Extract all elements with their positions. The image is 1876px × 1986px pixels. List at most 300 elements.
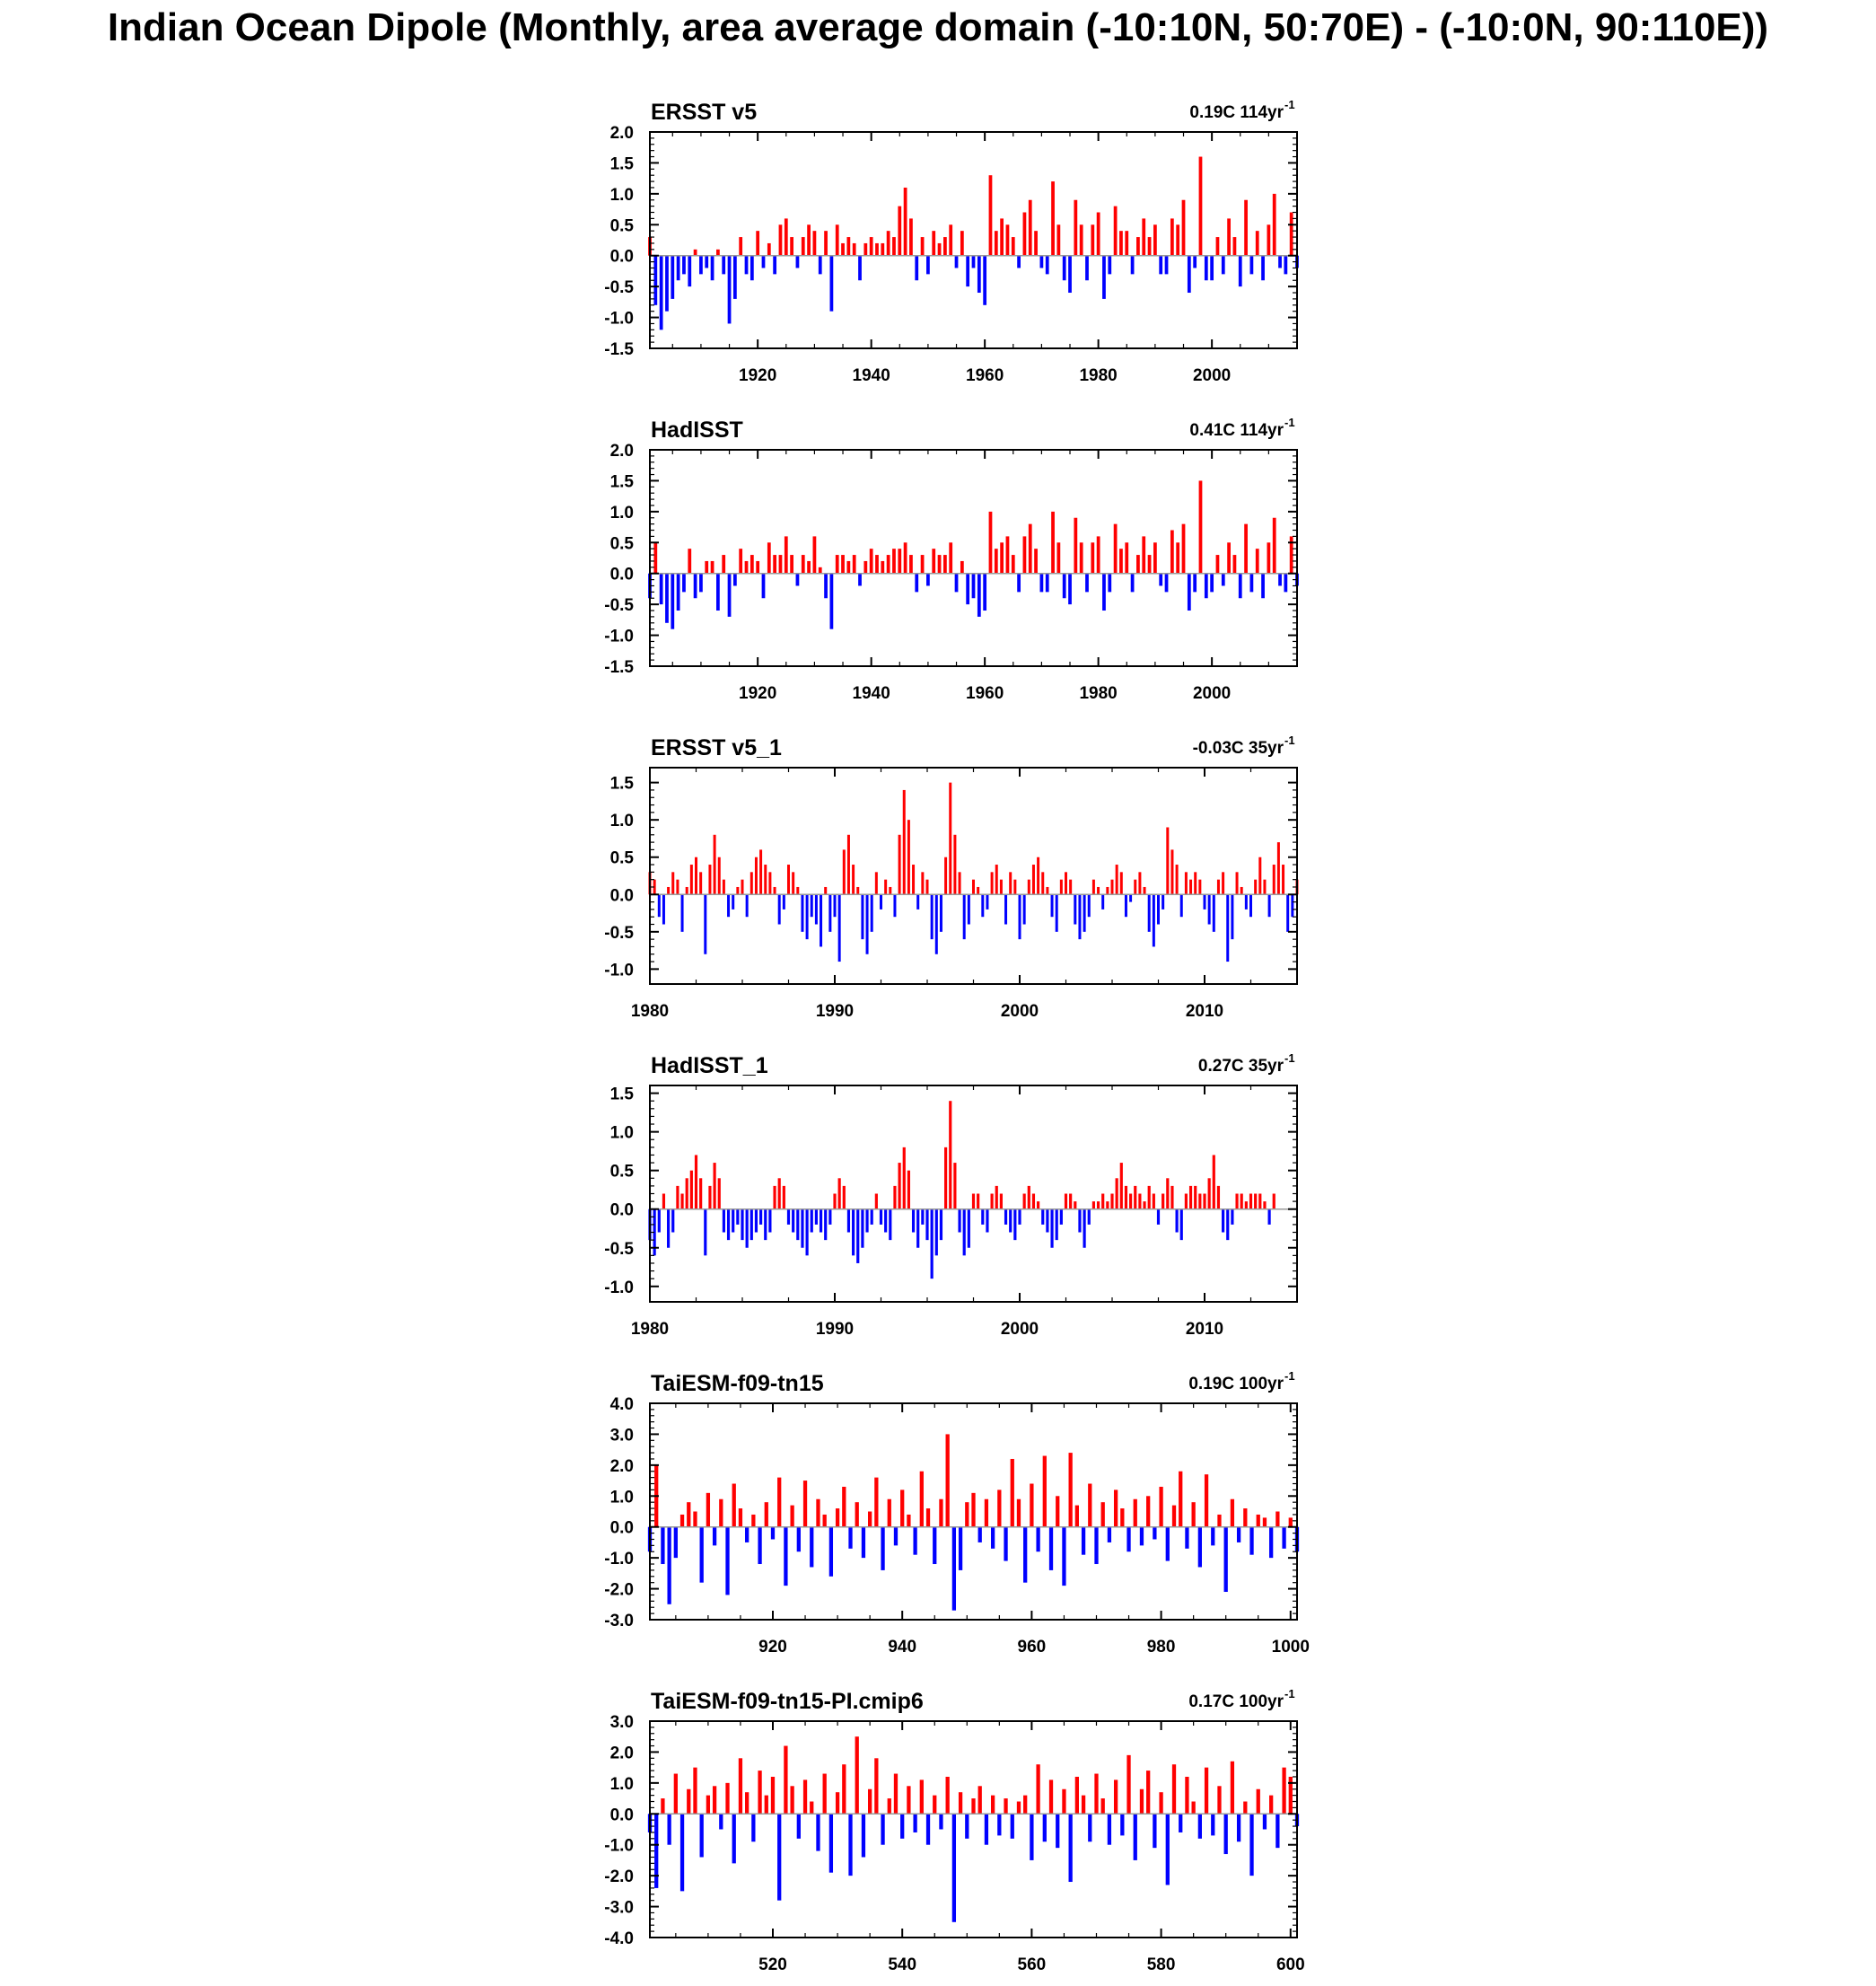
bar-positive — [1273, 194, 1276, 256]
bar-positive — [1222, 872, 1224, 894]
bar-positive — [713, 1786, 716, 1814]
bar-negative — [926, 574, 930, 586]
bar-positive — [870, 549, 873, 574]
y-tick-label: 0.0 — [609, 1200, 634, 1220]
bar-negative — [658, 894, 661, 917]
bar-negative — [838, 894, 841, 962]
bar-positive — [1153, 1194, 1155, 1209]
bar-positive — [1069, 880, 1072, 895]
y-tick-label: -0.5 — [604, 1239, 634, 1259]
bar-positive — [971, 1798, 975, 1814]
y-tick-label: -1.0 — [604, 961, 634, 980]
bar-negative — [861, 1209, 863, 1248]
bar-negative — [852, 1209, 855, 1256]
bar-positive — [855, 1502, 859, 1527]
bar-positive — [904, 542, 907, 573]
bar-positive — [1282, 865, 1284, 894]
bar-negative — [1180, 894, 1183, 917]
bar-negative — [935, 894, 938, 953]
bar-positive — [1217, 1186, 1220, 1209]
panel-annotation-exponent: -1 — [1284, 1687, 1295, 1700]
bar-negative — [933, 1527, 936, 1564]
bar-positive — [838, 1178, 841, 1208]
bar-positive — [1116, 1178, 1118, 1208]
bar-negative — [1159, 574, 1162, 586]
bar-negative — [1210, 256, 1214, 281]
bar-positive — [1143, 1201, 1145, 1209]
bar-positive — [1012, 555, 1015, 574]
bar-negative — [716, 574, 720, 611]
x-tick-label: 1940 — [852, 684, 890, 703]
bar-negative — [1102, 574, 1106, 611]
bar-positive — [1030, 1484, 1033, 1527]
bar-negative — [915, 256, 918, 281]
bar-positive — [907, 1786, 910, 1814]
bar-positive — [803, 1779, 807, 1814]
bar-positive — [719, 1499, 723, 1527]
bar-negative — [916, 894, 919, 910]
bar-negative — [1188, 256, 1191, 293]
bar-positive — [1235, 1194, 1238, 1209]
bar-negative — [674, 1527, 678, 1558]
bar-positive — [888, 1798, 891, 1814]
x-tick-label: 1920 — [739, 366, 777, 385]
bar-negative — [931, 1209, 934, 1279]
bar-negative — [725, 1527, 729, 1595]
bar-negative — [1249, 894, 1252, 917]
bar-positive — [1227, 542, 1231, 573]
bar-positive — [1056, 542, 1060, 573]
bar-negative — [1205, 256, 1208, 281]
bar-positive — [751, 1515, 755, 1527]
bar-negative — [1193, 256, 1197, 268]
bar-positive — [1101, 1798, 1105, 1814]
bar-positive — [1126, 1755, 1130, 1814]
x-tick-label: 1980 — [630, 1320, 670, 1339]
bar-positive — [889, 887, 891, 894]
main-title: Indian Ocean Dipole (Monthly, area average domain (-10:10N, 50:70E) - (-10:0N, 90:110E)) — [107, 5, 1769, 49]
bar-negative — [1269, 1527, 1273, 1558]
x-tick-label: 540 — [888, 1955, 917, 1974]
bar-positive — [1023, 1796, 1027, 1815]
bar-positive — [694, 250, 697, 256]
y-tick-label: 2.0 — [609, 1744, 634, 1763]
bar-positive — [680, 1194, 683, 1209]
bar-positive — [836, 224, 839, 255]
bar-positive — [1244, 200, 1248, 256]
bar-positive — [1051, 512, 1055, 574]
bar-positive — [807, 224, 811, 255]
bar-positive — [1009, 872, 1012, 894]
bar-positive — [1194, 872, 1197, 894]
bar-positive — [1258, 857, 1261, 895]
bar-positive — [1136, 237, 1140, 256]
bar-positive — [699, 1178, 702, 1208]
bar-negative — [830, 256, 834, 312]
bar-positive — [1146, 1771, 1150, 1814]
x-tick-label: 960 — [1017, 1638, 1047, 1656]
bar-positive — [1082, 1796, 1085, 1815]
bar-positive — [1233, 555, 1237, 574]
bar-positive — [1134, 1499, 1137, 1527]
bar-positive — [944, 857, 947, 895]
bar-positive — [699, 872, 702, 894]
bar-positive — [846, 561, 850, 574]
bar-positive — [1269, 1796, 1273, 1815]
y-tick-label: 1.5 — [609, 1085, 634, 1104]
bar-positive — [1032, 1194, 1035, 1209]
bar-negative — [972, 256, 976, 268]
bar-negative — [986, 894, 988, 910]
bar-negative — [815, 1209, 818, 1225]
x-tick-label: 1980 — [630, 1002, 670, 1021]
bar-negative — [796, 1209, 799, 1240]
bar-positive — [938, 555, 942, 574]
bar-negative — [777, 1814, 781, 1900]
y-tick-label: 0.5 — [609, 1162, 634, 1182]
bar-positive — [1075, 1777, 1079, 1814]
bar-positive — [1125, 1186, 1127, 1209]
bar-positive — [723, 880, 725, 895]
bar-positive — [1125, 231, 1128, 256]
bar-positive — [1199, 480, 1203, 573]
bar-positive — [739, 1758, 742, 1814]
y-tick-label: 1.5 — [609, 472, 634, 492]
bar-positive — [790, 1506, 793, 1527]
bar-positive — [1289, 1517, 1293, 1526]
bar-negative — [764, 1209, 767, 1240]
bar-negative — [1013, 1209, 1016, 1240]
bar-negative — [682, 256, 686, 275]
bar-negative — [1211, 1527, 1214, 1546]
bar-negative — [667, 1527, 671, 1604]
bar-positive — [1000, 1194, 1003, 1209]
bar-positive — [816, 1499, 820, 1527]
bar-negative — [815, 894, 818, 924]
bar-positive — [1159, 1792, 1162, 1814]
bar-positive — [1101, 1194, 1104, 1209]
bar-positive — [884, 880, 887, 895]
bar-positive — [1023, 1194, 1026, 1209]
bar-positive — [949, 1101, 951, 1209]
x-tick-label: 2000 — [1192, 366, 1232, 385]
chart-panel-5 — [604, 1369, 1310, 1656]
bar-positive — [745, 1792, 749, 1814]
bar-negative — [728, 256, 732, 324]
bar-negative — [1239, 574, 1242, 599]
bar-positive — [787, 865, 790, 894]
bar-positive — [1192, 1802, 1196, 1815]
bar-negative — [662, 894, 665, 924]
bar-positive — [722, 555, 725, 574]
bar-negative — [913, 1814, 916, 1832]
bar-negative — [1224, 1814, 1228, 1854]
bar-positive — [892, 237, 896, 256]
bar-positive — [1138, 1194, 1141, 1209]
bar-positive — [995, 231, 998, 256]
bar-positive — [953, 1163, 956, 1209]
bar-negative — [1134, 1814, 1137, 1860]
bar-positive — [690, 1171, 693, 1209]
bar-negative — [881, 1527, 884, 1570]
x-tick-label: 2000 — [1192, 684, 1232, 703]
bar-positive — [1041, 872, 1044, 894]
bar-positive — [695, 857, 697, 895]
bar-positive — [718, 1178, 721, 1208]
bar-positive — [977, 1194, 979, 1209]
bar-positive — [1172, 1506, 1176, 1527]
bar-positive — [662, 1194, 665, 1209]
bar-positive — [903, 790, 906, 894]
bar-positive — [676, 1186, 679, 1209]
bar-negative — [750, 256, 754, 281]
bar-series — [648, 157, 1299, 330]
bar-negative — [1157, 1209, 1160, 1225]
panel-annotation-exponent: -1 — [1284, 98, 1295, 111]
y-tick-label: 0.0 — [609, 886, 634, 906]
bar-positive — [836, 1508, 839, 1527]
bar-positive — [1088, 1484, 1091, 1527]
bar-positive — [907, 820, 910, 894]
bar-positive — [1074, 200, 1077, 256]
bar-positive — [1034, 231, 1038, 256]
bar-positive — [1125, 542, 1128, 573]
bar-negative — [991, 1527, 995, 1549]
bar-negative — [858, 256, 862, 281]
x-tick-label: 1980 — [1079, 684, 1118, 703]
bar-negative — [983, 256, 986, 305]
bar-positive — [1182, 524, 1186, 574]
bar-positive — [732, 1484, 736, 1527]
bar-positive — [1129, 1194, 1132, 1209]
bar-positive — [785, 218, 788, 255]
bar-positive — [1101, 1502, 1105, 1527]
bar-positive — [1046, 887, 1048, 894]
bar-negative — [1211, 1814, 1214, 1835]
bar-negative — [1249, 1814, 1253, 1876]
bar-positive — [960, 231, 964, 256]
bar-negative — [1050, 1209, 1053, 1248]
bar-positive — [946, 1434, 950, 1526]
bar-negative — [1046, 256, 1049, 275]
bar-negative — [1069, 1814, 1073, 1882]
bar-positive — [778, 1178, 781, 1208]
bar-positive — [1198, 1194, 1201, 1209]
bar-negative — [1088, 1209, 1091, 1225]
bar-positive — [1263, 880, 1266, 895]
y-tick-label: 0.5 — [609, 848, 634, 868]
bar-negative — [1291, 894, 1293, 917]
bar-positive — [898, 207, 901, 256]
bar-positive — [1205, 1474, 1208, 1527]
bar-positive — [1277, 842, 1280, 894]
bar-negative — [658, 1209, 661, 1233]
bar-negative — [921, 1209, 924, 1225]
bar-positive — [705, 561, 708, 574]
chart-panel-1 — [604, 98, 1299, 385]
bar-positive — [767, 243, 771, 256]
bar-negative — [824, 574, 828, 599]
bar-positive — [1097, 536, 1100, 573]
bar-positive — [991, 872, 994, 894]
bar-positive — [708, 1186, 711, 1209]
bar-negative — [935, 1209, 938, 1256]
bar-series — [648, 1101, 1275, 1279]
bar-negative — [1043, 1814, 1047, 1841]
bar-negative — [819, 256, 822, 275]
bar-positive — [1136, 555, 1140, 574]
bar-positive — [773, 555, 776, 574]
bar-positive — [921, 872, 924, 894]
bar-negative — [1056, 894, 1058, 932]
bar-positive — [680, 1515, 684, 1527]
bar-positive — [933, 1796, 936, 1815]
bar-positive — [920, 1472, 924, 1527]
bar-positive — [846, 237, 850, 256]
bar-negative — [762, 574, 766, 599]
bar-positive — [773, 1186, 776, 1209]
bar-negative — [1157, 894, 1160, 924]
bar-negative — [884, 1209, 887, 1233]
x-tick-label: 1000 — [1271, 1638, 1310, 1656]
bar-negative — [880, 1209, 882, 1225]
bar-positive — [1254, 1194, 1257, 1209]
bar-negative — [913, 1527, 916, 1555]
bar-positive — [1166, 827, 1169, 894]
bar-positive — [1185, 1777, 1188, 1814]
bar-negative — [801, 1209, 803, 1248]
bar-negative — [1198, 1527, 1202, 1568]
bar-positive — [1074, 1201, 1076, 1209]
bar-positive — [1110, 1194, 1113, 1209]
bar-positive — [784, 1746, 787, 1815]
bar-negative — [985, 1814, 988, 1844]
bar-positive — [1134, 880, 1136, 895]
bar-positive — [881, 243, 884, 256]
bar-positive — [932, 549, 935, 574]
panel-title: TaiESM-f09-tn15-PI.cmip6 — [651, 1689, 924, 1714]
bar-negative — [665, 574, 669, 623]
bar-negative — [963, 1209, 966, 1256]
bar-negative — [1068, 256, 1072, 293]
y-tick-label: 0.0 — [609, 1518, 634, 1538]
bar-negative — [1017, 256, 1021, 268]
bar-negative — [893, 894, 896, 917]
bar-positive — [1017, 1499, 1021, 1527]
bar-positive — [926, 880, 929, 895]
bar-positive — [1257, 1789, 1260, 1815]
bar-negative — [1286, 894, 1289, 932]
bar-positive — [946, 1777, 950, 1814]
x-tick-label: 2010 — [1185, 1320, 1224, 1339]
bar-positive — [1004, 1798, 1007, 1814]
bar-positive — [1091, 224, 1094, 255]
bar-positive — [836, 1792, 839, 1814]
bar-positive — [841, 555, 845, 574]
panel-title: ERSST v5_1 — [651, 735, 782, 760]
bar-negative — [746, 1209, 749, 1248]
bar-positive — [779, 224, 783, 255]
bar-positive — [1028, 1186, 1030, 1209]
bar-negative — [1249, 1527, 1253, 1555]
bar-positive — [1233, 237, 1237, 256]
y-tick-label: -1.0 — [604, 309, 634, 329]
bar-negative — [1165, 256, 1169, 275]
bar-negative — [1051, 894, 1054, 917]
bar-positive — [912, 865, 915, 894]
bar-negative — [1166, 1814, 1170, 1885]
bar-negative — [1284, 256, 1287, 275]
y-tick-label: -3.0 — [604, 1898, 634, 1918]
bar-positive — [706, 1796, 710, 1815]
y-tick-label: -2.0 — [604, 1580, 634, 1600]
bar-negative — [732, 1814, 736, 1863]
bar-positive — [1256, 231, 1259, 256]
bar-negative — [1046, 1209, 1048, 1233]
bar-positive — [843, 1186, 846, 1209]
bar-negative — [778, 894, 781, 924]
bar-negative — [694, 574, 697, 599]
bar-negative — [1198, 1814, 1202, 1839]
bar-positive — [813, 231, 817, 256]
bar-positive — [688, 549, 691, 574]
bar-positive — [1263, 1517, 1267, 1526]
bar-negative — [723, 1209, 725, 1233]
bar-positive — [819, 567, 822, 574]
bar-positive — [1134, 1186, 1136, 1209]
chart-panel-6 — [604, 1687, 1304, 1974]
bar-positive — [1273, 1194, 1276, 1209]
bar-negative — [783, 894, 785, 910]
bar-positive — [750, 555, 754, 574]
bar-negative — [681, 894, 684, 932]
bar-positive — [1029, 200, 1032, 256]
bar-positive — [1170, 1186, 1173, 1209]
panel-title: TaiESM-f09-tn15 — [651, 1371, 824, 1396]
y-tick-label: 2.0 — [609, 124, 634, 143]
bar-positive — [1120, 1508, 1124, 1527]
bar-positive — [759, 849, 762, 894]
x-tick-label: 2010 — [1185, 1002, 1224, 1021]
bar-positive — [667, 887, 670, 894]
bar-negative — [1250, 256, 1254, 275]
bar-negative — [700, 1527, 704, 1583]
bar-positive — [1106, 887, 1109, 894]
bar-positive — [1097, 1201, 1100, 1209]
bar-series — [649, 783, 1299, 962]
bar-negative — [856, 1209, 859, 1263]
bar-positive — [803, 1481, 807, 1527]
bar-positive — [823, 1515, 827, 1527]
bar-positive — [997, 1490, 1001, 1526]
bar-positive — [856, 887, 859, 894]
bar-negative — [1088, 894, 1091, 917]
panel-title: ERSST v5 — [651, 100, 758, 125]
bar-negative — [1282, 1527, 1285, 1549]
bar-positive — [1153, 542, 1157, 573]
bar-negative — [1040, 256, 1044, 268]
bar-positive — [894, 1774, 898, 1815]
bar-positive — [907, 1515, 910, 1527]
bar-negative — [688, 256, 691, 286]
bar-positive — [1034, 549, 1038, 574]
bar-negative — [1056, 1814, 1059, 1848]
bar-negative — [1278, 574, 1282, 586]
bar-negative — [829, 1814, 833, 1872]
bar-positive — [765, 1502, 768, 1527]
bar-negative — [653, 256, 657, 305]
bar-positive — [903, 1147, 906, 1209]
